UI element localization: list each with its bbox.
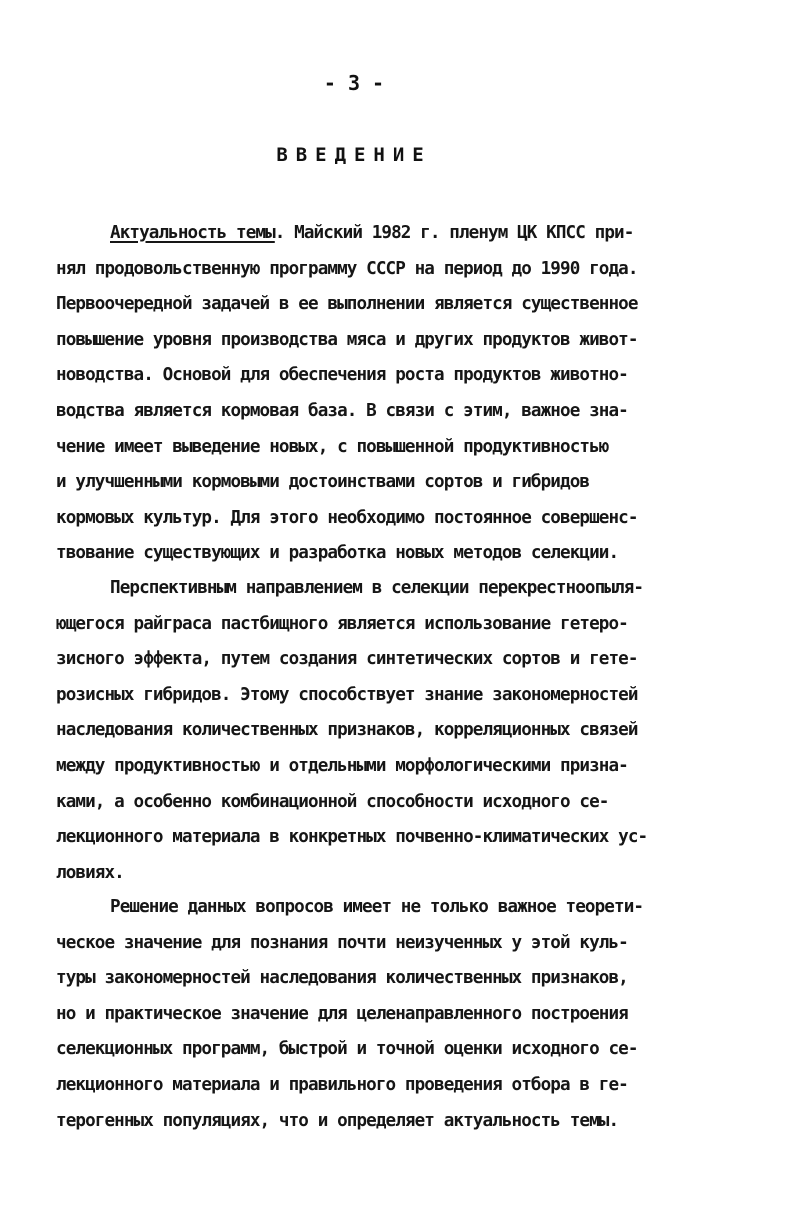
paragraph-line: и улучшенными кормовыми достоинствами сортов и гибридов bbox=[56, 472, 590, 493]
paragraph-line: повышение уровня производства мяса и других продуктов живот- bbox=[56, 329, 638, 350]
paragraph-line: зисного эффекта, путем создания синтетических сортов и гете- bbox=[56, 649, 638, 670]
paragraph-line: ловиях. bbox=[56, 862, 124, 883]
paragraph-line: туры закономерностей наследования количественных признаков, bbox=[56, 968, 628, 989]
paragraph-line: лекционного материала в конкретных почвенно-климатических ус- bbox=[56, 827, 648, 848]
paragraph-relevance bbox=[56, 216, 746, 572]
paragraph-line: селекционных программ, быстрой и точной оценки исходного се- bbox=[56, 1039, 638, 1060]
paragraph-line: ющегося райграса пастбищного является использование гетеро- bbox=[56, 613, 628, 634]
paragraph-significance bbox=[56, 890, 746, 1139]
section-heading: ВВЕДЕНИЕ bbox=[276, 144, 432, 166]
paragraph-line bbox=[56, 216, 746, 252]
page-number: - 3 - bbox=[323, 71, 385, 95]
paragraph-line: ческое значение для познания почти неизученных у этой куль- bbox=[56, 932, 628, 953]
paragraph-line: розисных гибридов. Этому способствует знание закономерностей bbox=[56, 684, 638, 705]
paragraph-line: водства является кормовая база. В связи с этим, важное зна- bbox=[56, 400, 628, 421]
relevance-lead: Актуальность темы bbox=[110, 223, 275, 243]
paragraph-line: терогенных популяциях, что и определяет актуальность темы. bbox=[56, 1110, 619, 1131]
paragraph-line: твование существующих и разработка новых методов селекции. bbox=[56, 543, 619, 564]
paragraph-line: новодства. Основой для обеспечения роста продуктов животно- bbox=[56, 365, 628, 386]
paragraph-line: но и практическое значение для целенаправленного построения bbox=[56, 1003, 628, 1024]
paragraph-line: чение имеет выведение новых, с повышенной продуктивностью bbox=[56, 436, 609, 457]
paragraph-line: лекционного материала и правильного проведения отбора в ге- bbox=[56, 1074, 628, 1095]
paragraph-line: наследования количественных признаков, корреляционных связей bbox=[56, 720, 638, 741]
paragraph-line: кормовых культур. Для этого необходимо постоянное совершенс- bbox=[56, 507, 638, 528]
paragraph-line: ками, а особенно комбинационной способности исходного се- bbox=[56, 791, 609, 812]
paragraph-heterosis bbox=[56, 571, 746, 891]
line-text: . Майский 1982 г. пленум ЦК КПСС при- bbox=[274, 223, 634, 243]
paragraph-line: Перспективным направлением в селекции перекрестноопыля- bbox=[110, 578, 644, 598]
paragraph-line: между продуктивностью и отдельными морфологическими призна- bbox=[56, 755, 628, 776]
paragraph-line: Первоочередной задачей в ее выполнении является существенное bbox=[56, 294, 638, 315]
paragraph-line: Решение данных вопросов имеет не только важное теорети- bbox=[110, 897, 644, 917]
paragraph-line: нял продовольственную программу СССР на период до 1990 года. bbox=[56, 258, 638, 279]
